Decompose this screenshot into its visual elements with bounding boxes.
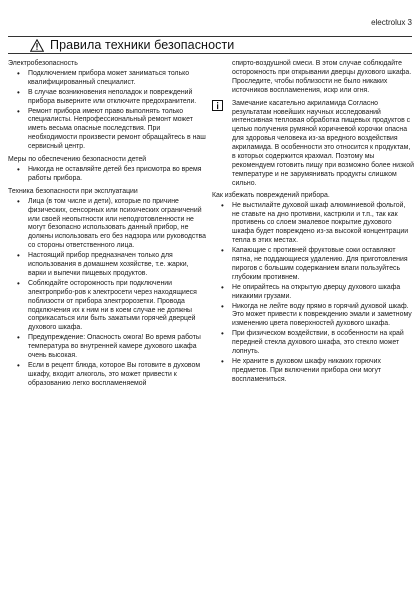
operation-safety-list bbox=[8, 198, 206, 389]
section-title-bar bbox=[8, 36, 412, 54]
list-item: • Соблюдайте осторожность при подключении электроприбо-ров к электросети через находящиеся поблизости от прибора электророзетки. Провода подключения их к ним ни в коем случае не должны соприкасаться или быть зажатыми горячей дверцей духового шкафа. bbox=[8, 280, 206, 333]
list-item: • В случае возникновения неполадок и повреждений прибора выверните или отключите предохранители. bbox=[8, 89, 206, 107]
list-item: • Подключением прибора может заниматься только квалифицированный специалист. bbox=[8, 70, 206, 88]
acrylamide-note bbox=[212, 100, 414, 189]
right-column bbox=[212, 60, 414, 389]
acrylamide-note-text: Замечание касательно акриламида Согласно результатам новейших научных исследований интенсивная тепловая обработка пищевых продуктов с целью получения румяной коричневой корочки опасна для здоровья человека из-за вредного воздействия акриламида. В особенности это относится к продуктам, в которых содержится крахмал. Поэтому мы рекомендуем готовить пищу при возможно более низкой температуре и не зарумянивать продукты слишком сильно. bbox=[232, 99, 414, 187]
list-item: • Предупреждение: Опасность ожога! Во время работы температура во внутренней камере духового шкафа очень высокая. bbox=[8, 334, 206, 361]
list-item: • Если в рецепт блюда, которое Вы готовите в духовом шкафу, входит алкоголь, это может привести к образованию легко воспламеняемой bbox=[8, 362, 206, 389]
list-item: • Настоящий прибор предназначен только для использования в домашнем хозяйстве, т.е. жарки, варки и выпечки пищевых продуктов. bbox=[8, 252, 206, 279]
list-item: • Капающие с противней фруктовые соки оставляют пятна, не поддающиеся удалению. Для приготовления пирогов с большим содержанием влаги пользуйтесь глубоким противнем. bbox=[212, 247, 414, 283]
operation-safety-heading: Техника безопасности при эксплуатации bbox=[8, 187, 138, 195]
info-icon bbox=[212, 100, 223, 111]
electrical-safety-heading: Электробезопасность bbox=[8, 60, 78, 67]
warning-triangle-icon bbox=[30, 39, 44, 52]
list-item: • Не храните в духовом шкафу никаких горючих предметов. При включении прибора они могут воспламениться. bbox=[212, 358, 414, 385]
electrical-safety-list bbox=[8, 70, 206, 152]
left-column bbox=[8, 60, 206, 393]
child-safety-list bbox=[8, 166, 206, 184]
page-header: electrolux 3 bbox=[371, 18, 412, 27]
damage-prevention-heading: Как избежать повреждений прибора. bbox=[212, 191, 330, 199]
list-item: • Лица (в том числе и дети), которые по причине физических, сенсорных или психических ограничений или своей неопытности или неподготовленности не могут безопасно использовать данный прибор, не должны использовать его без надзора или руководства со стороны ответственного лица. bbox=[8, 198, 206, 251]
list-item: • Никогда не оставляйте детей без присмотра во время работы прибора. bbox=[8, 166, 206, 184]
list-item: • Никогда не лейте воду прямо в горячий духовой шкаф. Это может привести к повреждению эмали и заметному изменению цвета поверхностей духового шкафа. bbox=[212, 303, 414, 330]
child-safety-heading: Меры по обеспечению безопасности детей bbox=[8, 156, 147, 164]
continuation-text: спирто-воздушной смеси. В этом случае соблюдайте осторожность при открывании дверцы духового шкафа. Проследите, чтобы поблизости не было никаких источников воспламенения, искр или огня. bbox=[232, 60, 412, 94]
damage-prevention-list bbox=[212, 202, 414, 385]
page-title: Правила техники безопасности bbox=[50, 38, 235, 52]
list-item: • Не опирайтесь на открытую дверцу духового шкафа никакими грузами. bbox=[212, 284, 414, 302]
list-item: • Ремонт прибора имеют право выполнять только специалисты. Непрофессиональный ремонт может иметь весьма опасные последствия. При необходимости произвести ремонт обращайтесь в наш сервисный центр. bbox=[8, 108, 206, 153]
list-item: • При физическом воздействии, в особенности на край передней стекла духового шкафа, это стекло может лопнуть. bbox=[212, 330, 414, 357]
list-item: • Не выстилайте духовой шкаф алюминиевой фольгой, не ставьте на дно противни, кастрюли и т.п., так как противень со слоем эмалевое покрытие духового шкафа будет повреждено из-за высокой концентрации тепла в этих местах. bbox=[212, 202, 414, 247]
